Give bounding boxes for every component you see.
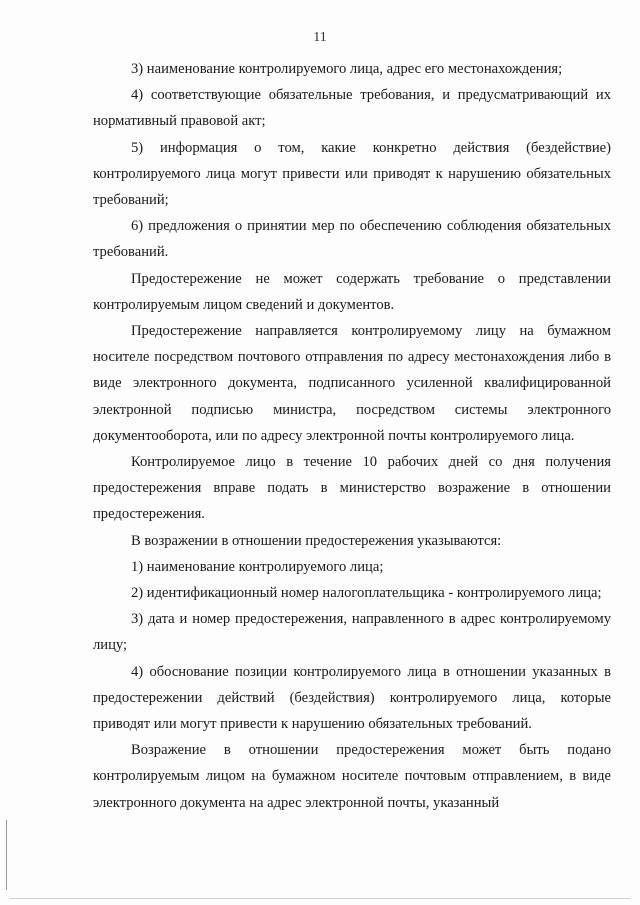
paragraph-item-3-name-address: 3) наименование контролируемого лица, адрес его местонахождения;: [131, 61, 563, 77]
paragraph-objection-item-2: 2) идентификационный номер налогоплательщика - контролируемого лица;: [131, 585, 602, 602]
page-number: 11: [313, 30, 327, 45]
paragraph-objection-item-3: 3) дата и номер предостережения, направленного в адрес контролируемому лицу;: [93, 611, 611, 654]
paragraph-objection-submission: Возражение в отношении предостережения может быть подано контролируемым лицом на бумажном носителе почтовым отправлением, в виде электронного документа на адрес электронной почты, указанный: [93, 742, 611, 811]
paragraph-objection-contents: В возражении в отношении предостережения указываются:: [131, 532, 502, 549]
paragraph-item-4-requirements: 4) соответствующие обязательные требования, и предусматривающий их нормативный правовой акт;: [93, 87, 611, 130]
paragraph-item-5-information: 5) информация о том, какие конкретно действия (бездействие) контролируемого лица могут привести или приводят к нарушению обязательных требований;: [93, 139, 611, 209]
document-body: [93, 56, 611, 816]
paragraph-item-6-proposals: 6) предложения о принятии мер по обеспечению соблюдения обязательных требований.: [93, 218, 611, 261]
scan-edge-mark: [6, 820, 7, 890]
paragraph-objection-deadline: Контролируемое лицо в течение 10 рабочих дней со дня получения предостережения вправе подать в министерство возражение в отношении предостережения.: [93, 454, 611, 523]
scan-bottom-edge: [10, 898, 630, 899]
paragraph-warning-delivery: Предостережение направляется контролируемому лицу на бумажном носителе посредством почтового отправления по адресу местонахождения либо в виде электронного документа, подписанного усиленной квалифицированной электронной подписью министра, посредством системы электронного документооборота, или по адресу электронной почты контролируемого лица.: [93, 323, 611, 444]
paragraph-objection-item-1: 1) наименование контролируемого лица;: [131, 558, 384, 575]
paragraph-warning-restriction: Предостережение не может содержать требование о представлении контролируемым лицом сведений и документов.: [93, 270, 611, 313]
paragraph-objection-item-4: 4) обоснование позиции контролируемого лица в отношении указанных в предостережении действий (бездействия) контролируемого лица, которые приводят или могут привести к нарушению обязательных требований.: [93, 663, 611, 733]
